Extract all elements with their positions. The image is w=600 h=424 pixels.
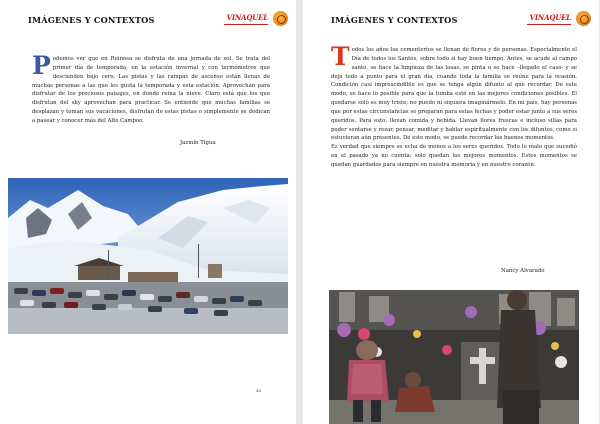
article-body (32, 51, 270, 126)
brand-underline (224, 24, 268, 25)
dropcap: T (331, 42, 350, 71)
article-author: Nancy Alvarado (501, 268, 545, 274)
cemetery-photo (329, 290, 579, 424)
brand-seal-icon (576, 11, 591, 26)
article-author: Jazmín Tigua (180, 140, 216, 146)
brand-logo-text: VINAQUEL (226, 13, 268, 22)
paragraph-text: odos los años los cementerios se llenan de flores y de personas. Especialmente el Día de todos los Santos, sobre todo si hay buen tiempo. Antes, se acude al campo santo, se hace la limpieza de las losas, se pinta o se hace –llegado el caso- y se deja todo a punto para el gran día, cuando toda la familia se reúne para la ocasión. Condición casi imprescindible es que se tenga algún difunto al que recordar. De este modo, se hace lo posible para que la tumba esté en las mejores condiciones posibles. El quedarse solo es muy triste; no puedo ni siquiera imaginármelo. En mi país, hay personas que por estas circunstancias se preparan para estas fechas y poder estar junto a sus seres queridos. Para esto, llevan comida y bebida. Llevan flores frescas e incluso sillas para poder sentarse y rezar, pensar, meditar y hablar espiritualmente con los difuntos, como si estuvieran aún presentes. De este modo, se puede recordar los buenos momentos. (331, 47, 577, 142)
left-page (0, 0, 296, 424)
right-page (303, 0, 599, 424)
brand-seal-icon (273, 11, 288, 26)
section-title: IMÁGENES Y CONTEXTOS (28, 15, 155, 25)
dropcap: P (32, 51, 51, 80)
left-page-header (28, 13, 288, 31)
section-title: IMÁGENES Y CONTEXTOS (331, 15, 458, 25)
page-number: 48 (256, 388, 262, 393)
brand-logo-text: VINAQUEL (529, 13, 571, 22)
right-page-header (331, 13, 591, 31)
brand-underline (527, 24, 571, 25)
paragraph-text: odemos ver que en Reinosa se disfruta de una jornada de sol. Se trata del primer día de temporada, en la estación invernal y con termómetros que descienden bajo cero. Las pistas y las rampas de ascenso están llenas de muchas personas a las que les gusta la temporada y esta estación. Aprovechan para disfrutar de los preciosos paisajes, en donde reina la nieve. Claro está que los que disfrutan del sky aprovechan para practicar. Se entiende que muchas familias se desplazan y toman sus vacaciones, disfrutan de estas pistas o simplemente se dedican a pasear y conocer más del Alto Campoo. (32, 56, 270, 124)
article-paragraph (32, 51, 270, 126)
ski-resort-photo (8, 178, 288, 334)
article-paragraph: Es verdad que siempre se echa de menos a los seres queridos. Todo lo malo que sucedió en el pasado ya no cuenta; solo quedan los mejores momentos. Estos momentos se quedan guardados para siempre en nuestra memoria y en nuestro corazón. (331, 144, 577, 168)
article-paragraph (331, 42, 577, 143)
article-body (331, 42, 577, 170)
